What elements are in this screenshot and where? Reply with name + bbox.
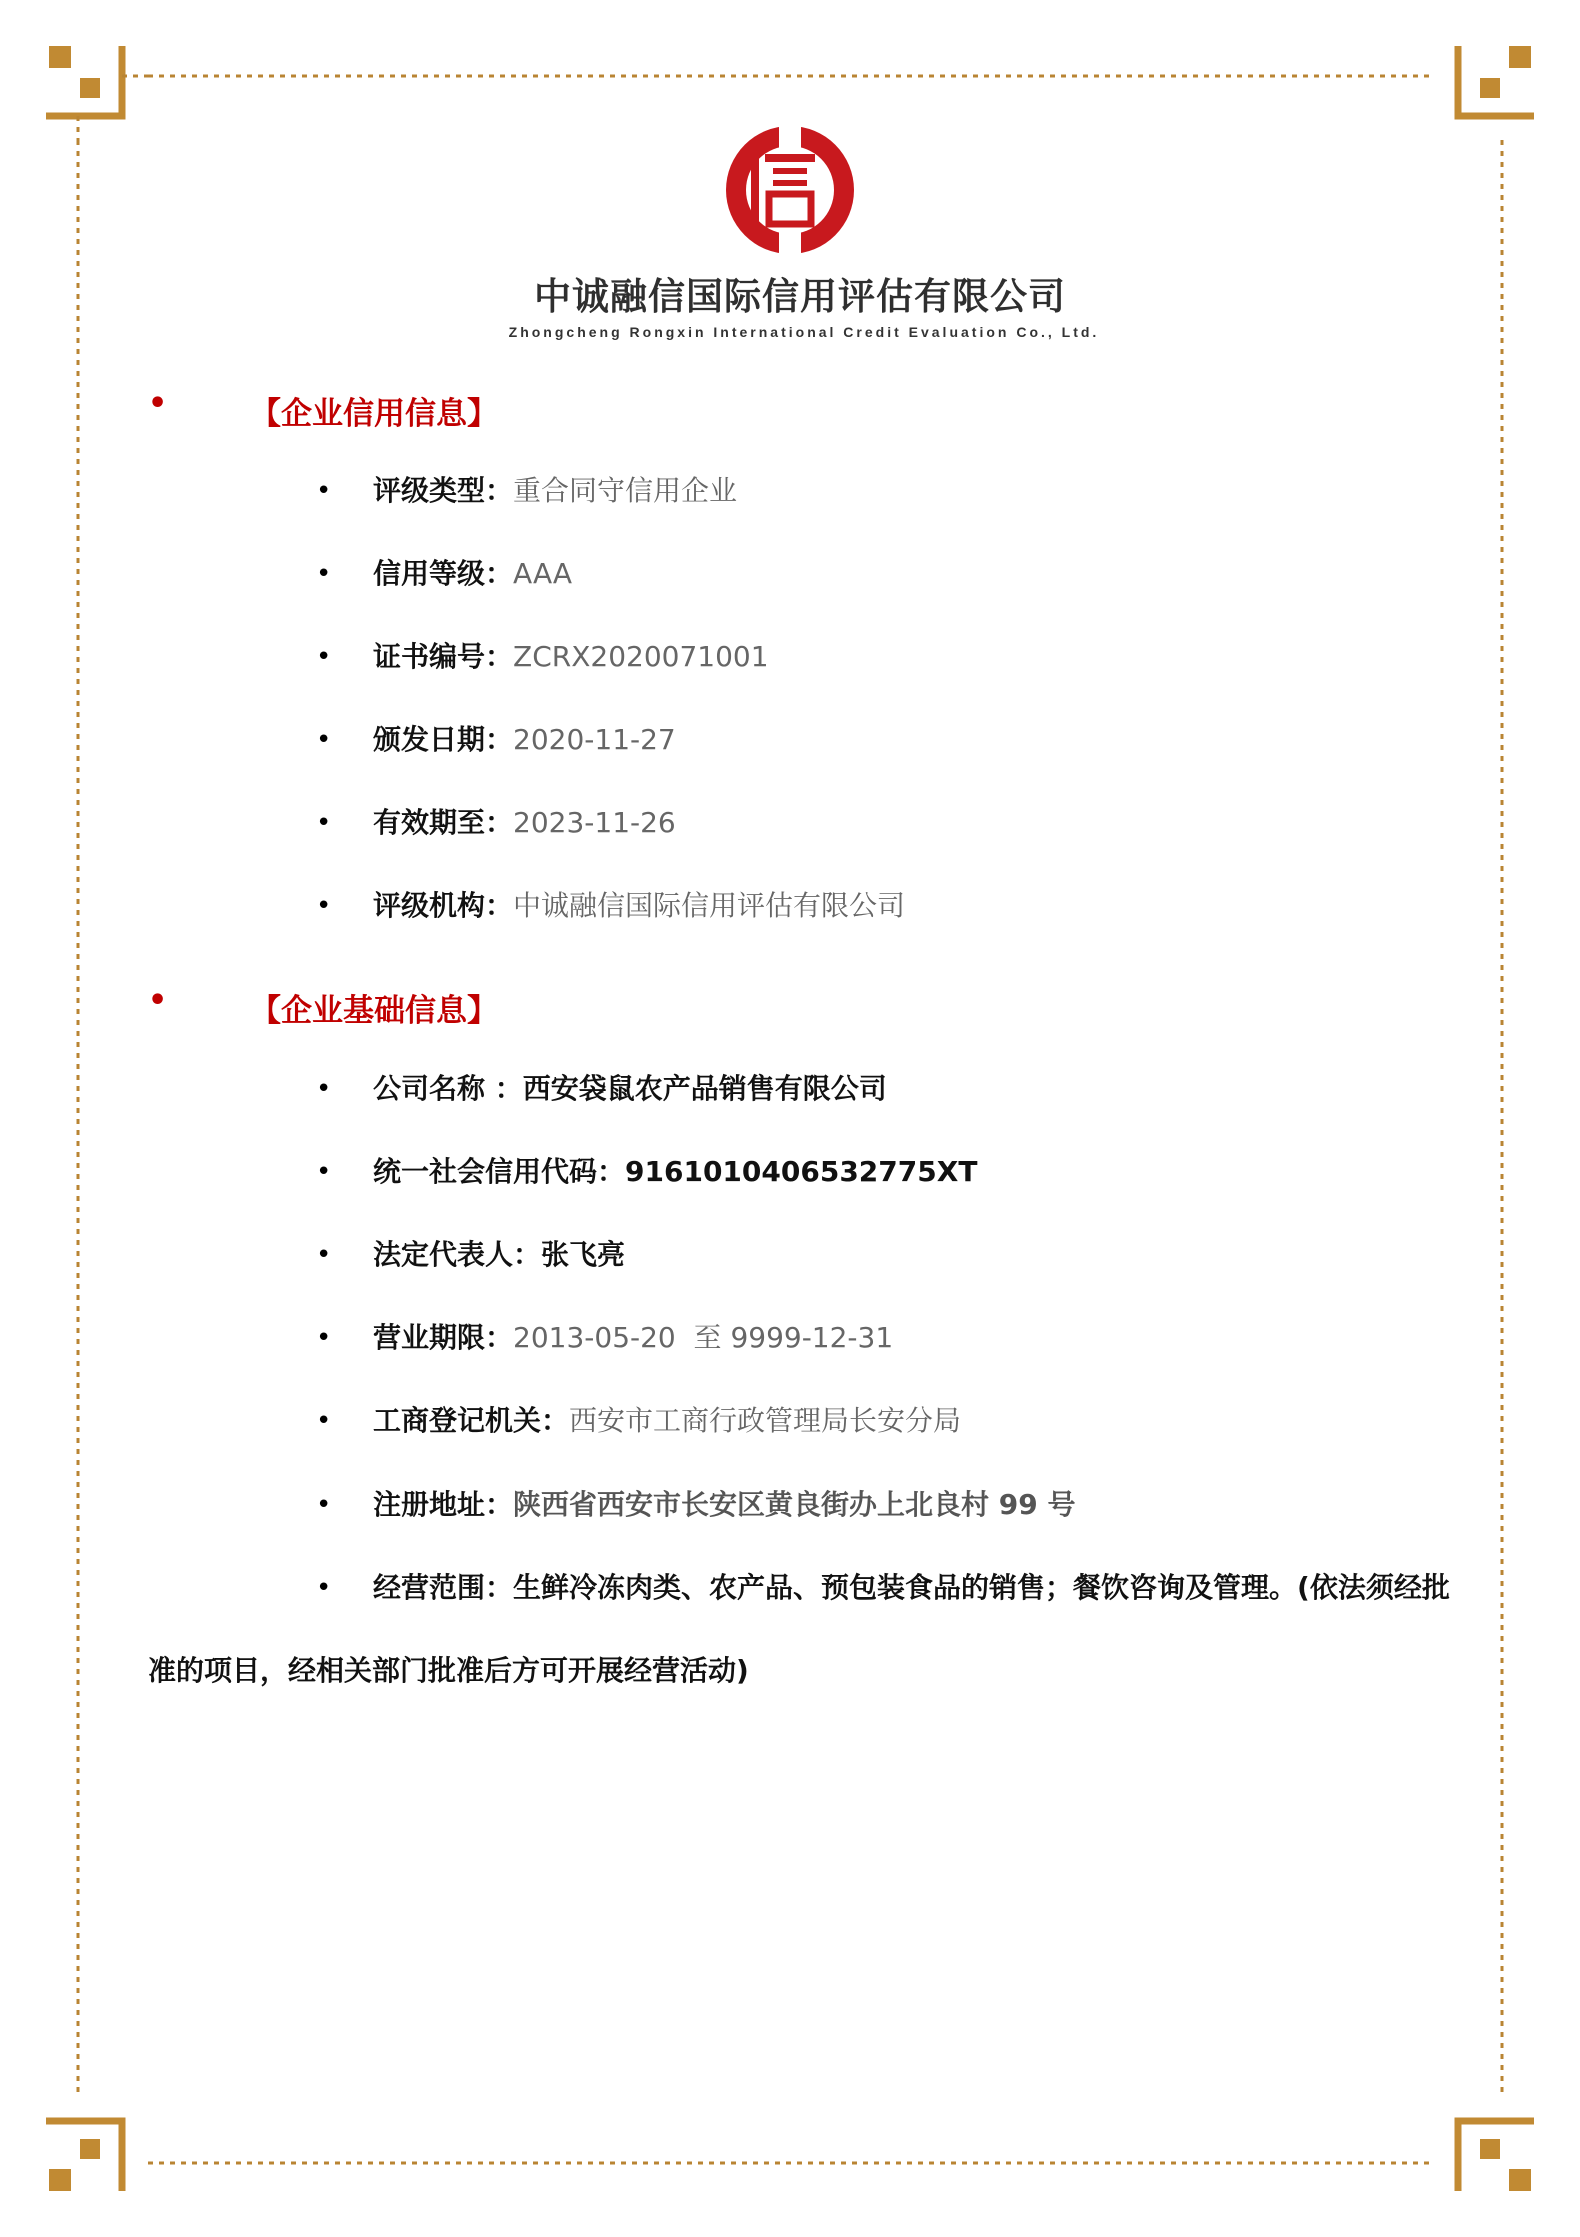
basic-item-registered-address: • 注册地址：陕西省西安市长安区黄良街办上北良村 99 号 [316,1488,1076,1521]
brand-header [0,120,1580,340]
bullet-icon: • [316,1157,332,1187]
bullet-icon: • [316,725,332,755]
bullet-icon: • [148,386,168,421]
credit-item-rating-agency: • 评级机构：中诚融信国际信用评估有限公司 [316,889,906,922]
outer-gold-border [46,46,1534,2191]
credit-section-heading: • 【企业信用信息】 [148,386,498,432]
basic-section-heading: • 【企业基础信息】 [148,983,498,1029]
basic-item-registration-authority: • 工商登记机关：西安市工商行政管理局长安分局 [316,1404,962,1437]
basic-item-company-name: • 公司名称 ：西安袋鼠农产品销售有限公司 [316,1072,887,1105]
bullet-icon: • [316,1074,332,1104]
basic-item-business-scope: • 经营范围：生鲜冷冻肉类、农产品、预包装食品的销售；餐饮咨询及管理。(依法须经批 [316,1571,1450,1604]
credit-item-valid-until: • 有效期至：2023-11-26 [316,806,676,839]
credit-item-rating-type: • 评级类型：重合同守信用企业 [316,474,738,507]
basic-item-legal-representative: • 法定代表人：张飞亮 [316,1238,626,1271]
credit-item-certificate-number: • 证书编号：ZCRX2020071001 [316,640,769,673]
bullet-icon: • [316,1406,332,1436]
bullet-icon: • [148,983,168,1018]
bullet-icon: • [316,1573,332,1603]
basic-item-business-term: • 营业期限：2013-05-20 至 9999-12-31 [316,1321,894,1354]
corner-squares [49,46,1531,2191]
bullet-icon: • [316,559,332,589]
xin-seal-emblem-icon [705,120,875,260]
credit-item-credit-grade: • 信用等级：AAA [316,557,573,590]
bullet-icon: • [316,1490,332,1520]
company-name-en: Zhongcheng Rongxin International Credit Evaluation Co., Ltd. [508,324,1100,340]
business-scope-continuation: 准的项目，经相关部门批准后方可开展经营活动) [148,1654,749,1687]
bullet-icon: • [316,1240,332,1270]
bullet-icon: • [316,642,332,672]
basic-item-credit-code: • 统一社会信用代码：9161010406532775XT [316,1155,978,1188]
bullet-icon: • [316,891,332,921]
credit-item-issue-date: • 颁发日期：2020-11-27 [316,723,676,756]
bullet-icon: • [316,476,332,506]
company-name-cn: 中诚融信国际信用评估有限公司 [534,275,1066,318]
bullet-icon: • [316,1323,332,1353]
bullet-icon: • [316,808,332,838]
